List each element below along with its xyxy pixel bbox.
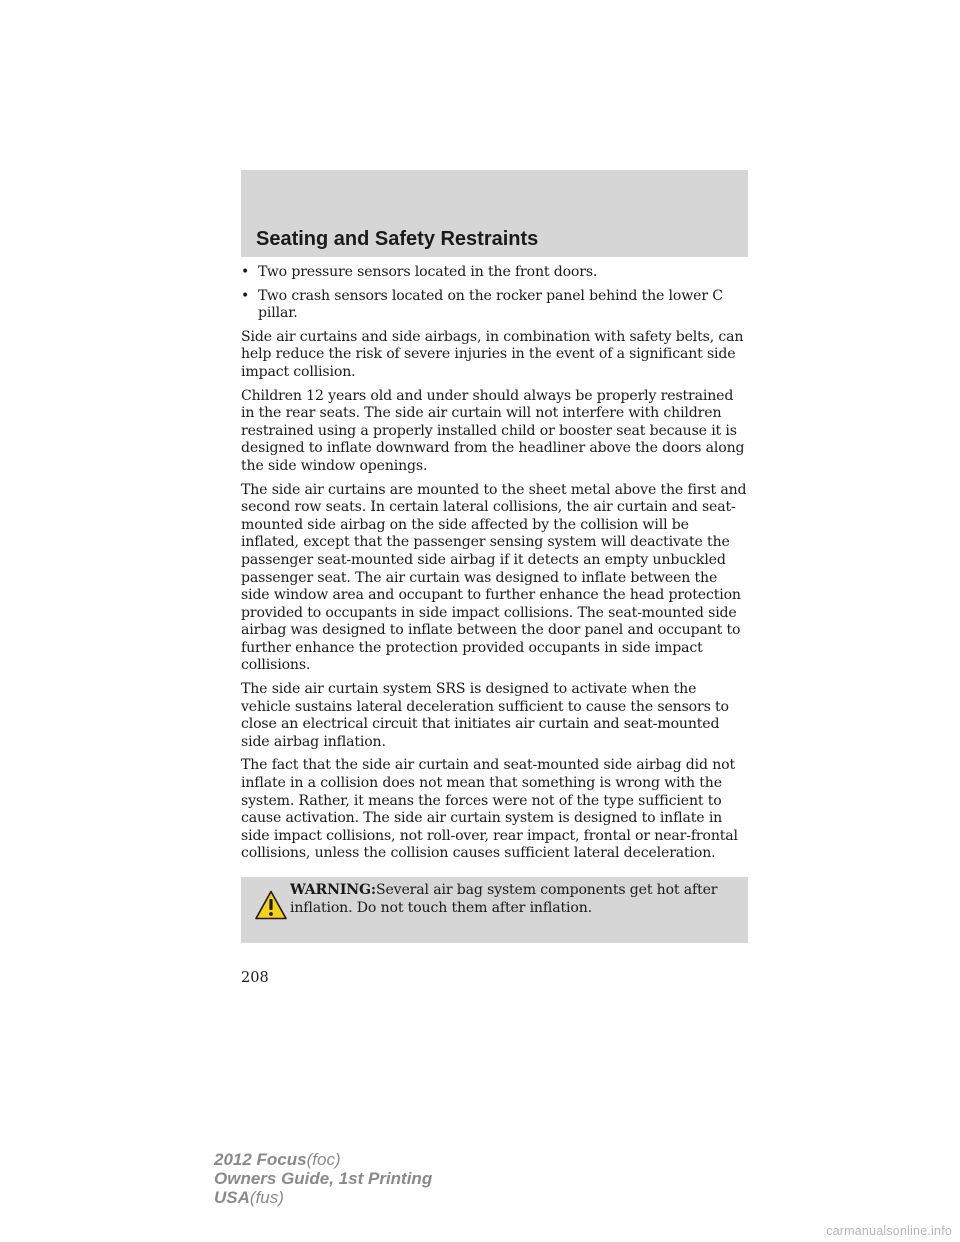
bullet-text: Two pressure sensors located in the front doors.	[258, 264, 598, 280]
body-paragraph: The side air curtain system SRS is designed to activate when the vehicle sustains lateral deceleration sufficient to cause the sensors to close an electrical circuit that initiates air curtain and seat-mounted side airbag inflation.	[241, 681, 729, 750]
footer-line-edition	[214, 1169, 432, 1188]
page-number: 208	[241, 970, 269, 986]
bullet-text: Two crash sensors located on the rocker panel behind the lower C pillar.	[258, 287, 723, 322]
bullet-item	[241, 264, 748, 282]
bullet-marker: •	[241, 264, 250, 280]
section-title: Seating and Safety Restraints	[256, 228, 539, 250]
body-paragraph: The side air curtains are mounted to the sheet metal above the first and second row seats. In certain lateral collisions, the air curtain and seat-mounted side airbag on the side affected by the collision will be inflated, except that the passenger sensing system will deactivate the passenger seat-mounted side airbag if it detects an empty unbuckled passenger seat. The air curtain was designed to inflate between the side window area and occupant to further enhance the head protection provided to occupants in side impact collisions. The seat-mounted side airbag was designed to inflate between the door panel and occupant to further enhance the protection provided occupants in side impact collisions.	[241, 481, 747, 674]
document-footer	[214, 1150, 432, 1207]
warning-triangle-icon	[255, 890, 287, 920]
footer-model-name: 2012 Focus	[214, 1150, 307, 1169]
bullet-marker: •	[241, 287, 250, 304]
body-paragraph: Side air curtains and side airbags, in combination with safety belts, can help reduce the risk of severe injuries in the event of a significant side impact collision.	[241, 328, 744, 380]
footer-line-market	[214, 1188, 432, 1207]
warning-text-block	[290, 882, 740, 917]
footer-line-model	[214, 1150, 432, 1169]
warning-message: Several air bag system components get hot after inflation. Do not touch them after inflation.	[290, 882, 718, 916]
footer-edition: Owners Guide, 1st Printing	[214, 1169, 433, 1188]
body-paragraph: The fact that the side air curtain and seat-mounted side airbag did not inflate in a collision does not mean that something is wrong with the system. Rather, it means the forces were not of the type sufficient to cause activation. The side air curtain system is designed to inflate in side impact collisions, not roll-over, rear impact, frontal or near-frontal collisions, unless the collision causes sufficient lateral deceleration.	[241, 757, 738, 862]
footer-market-code: (fus)	[249, 1188, 284, 1207]
bullet-item	[241, 288, 748, 323]
page-content	[241, 264, 748, 943]
footer-model-code: (foc)	[306, 1150, 341, 1169]
warning-label: WARNING:	[290, 882, 376, 898]
watermark-link[interactable]: carmanualsonline.info	[826, 1224, 952, 1238]
footer-market: USA	[214, 1188, 250, 1207]
warning-box	[241, 877, 748, 943]
body-paragraph: Children 12 years old and under should always be properly restrained in the rear seats. The side air curtain will not interfere with children restrained using a properly installed child or booster seat because it is designed to inflate downward from the headliner above the doors along the side window openings.	[241, 387, 745, 474]
